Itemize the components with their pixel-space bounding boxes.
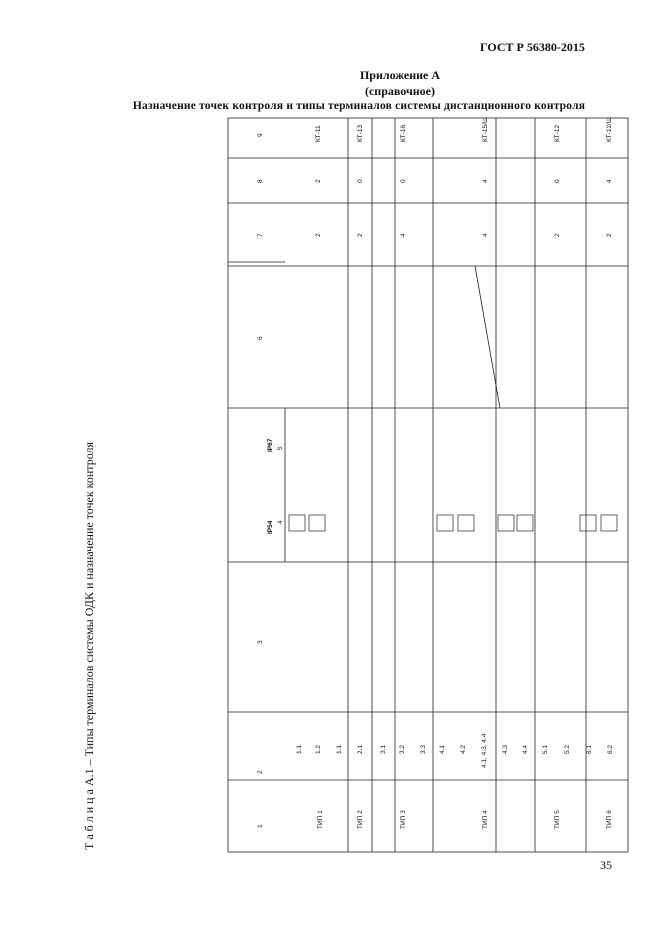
scheme-4-multi: 4.1, 4.3, 4.4 bbox=[481, 733, 488, 768]
scheme-1-1b: 1.1 bbox=[336, 744, 343, 754]
col-number-6: 6 bbox=[257, 336, 264, 340]
col-number-7: 7 bbox=[257, 233, 264, 237]
col-number-3: 3 bbox=[257, 640, 264, 644]
ip67-header: IP67 bbox=[267, 438, 274, 452]
type-2-label: ТИП 2 bbox=[357, 810, 364, 829]
scheme-3-2: 3.2 bbox=[399, 744, 406, 754]
type-6-label: ТИП 6 bbox=[606, 810, 613, 829]
detectors-type-2: 0 bbox=[357, 179, 364, 183]
model-type-6: КТ-12/Ш bbox=[606, 117, 613, 142]
appendix-type: (справочное) bbox=[364, 84, 435, 98]
col-number-2: 2 bbox=[257, 770, 264, 774]
model-type-4: КТ-15/Ш bbox=[482, 117, 489, 142]
type-4-label: ТИП 4 bbox=[482, 810, 489, 829]
outputs-type-1: 2 bbox=[315, 233, 322, 237]
scheme-4-2: 4.2 bbox=[460, 744, 467, 754]
col-number-4: 4 bbox=[277, 520, 284, 524]
detectors-type-5: 0 bbox=[554, 179, 561, 183]
detectors-type-4: 4 bbox=[482, 179, 489, 183]
standard-number: ГОСТ Р 56380-2015 bbox=[480, 40, 585, 54]
type-5-label: ТИП 5 bbox=[554, 810, 561, 829]
model-type-5: КТ-12 bbox=[554, 124, 561, 142]
scheme-4-3: 4.3 bbox=[502, 744, 509, 754]
scheme-3-3: 3.3 bbox=[420, 744, 427, 754]
model-type-3: КТ-16 bbox=[400, 124, 407, 142]
detectors-type-3: 0 bbox=[400, 179, 407, 183]
terminal-symbols bbox=[289, 515, 617, 531]
scheme-5-1: 5.1 bbox=[542, 744, 549, 754]
scheme-4-4: 4.4 bbox=[522, 744, 529, 754]
detectors-type-6: 4 bbox=[606, 179, 613, 183]
outputs-type-4: 4 bbox=[482, 233, 489, 237]
table-caption: Т а б л и ц а А.1 – Типы терминалов системы ОДК и назначение точек контроля bbox=[82, 441, 96, 850]
scheme-6-1: 6.1 bbox=[586, 744, 593, 754]
outputs-type-5: 2 bbox=[554, 233, 561, 237]
scheme-5-2: 5.2 bbox=[564, 744, 571, 754]
scheme-1-2: 1.2 bbox=[315, 744, 322, 754]
appendix-label: Приложение А bbox=[359, 68, 441, 82]
col-number-5: 5 bbox=[277, 446, 284, 450]
appendix-title: Назначение точек контроля и типы терминалов системы дистанционного контроля bbox=[132, 100, 586, 112]
ip54-header: IP54 bbox=[267, 520, 274, 534]
scheme-3-1: 3.1 bbox=[380, 744, 387, 754]
outputs-type-3: 4 bbox=[400, 233, 407, 237]
outputs-type-6: 2 bbox=[606, 233, 613, 237]
scheme-2-1: 2.1 bbox=[357, 744, 364, 754]
scheme-6-2: 6.2 bbox=[607, 744, 614, 754]
scheme-1-1: 1.1 bbox=[296, 744, 303, 754]
col-number-9: 9 bbox=[257, 133, 264, 137]
outputs-type-2: 2 bbox=[357, 233, 364, 237]
scheme-4-1: 4.1 bbox=[439, 744, 446, 754]
type-3-label: ТИП 3 bbox=[400, 810, 407, 829]
model-type-2: КТ-13 bbox=[357, 124, 364, 142]
detectors-type-1: 2 bbox=[315, 179, 322, 183]
col-number-1: 1 bbox=[257, 824, 264, 828]
page-number: 35 bbox=[600, 858, 612, 872]
model-type-1: КТ-11 bbox=[315, 125, 322, 142]
type-1-label: ТИП 1 bbox=[317, 810, 324, 829]
col-number-8: 8 bbox=[257, 179, 264, 183]
